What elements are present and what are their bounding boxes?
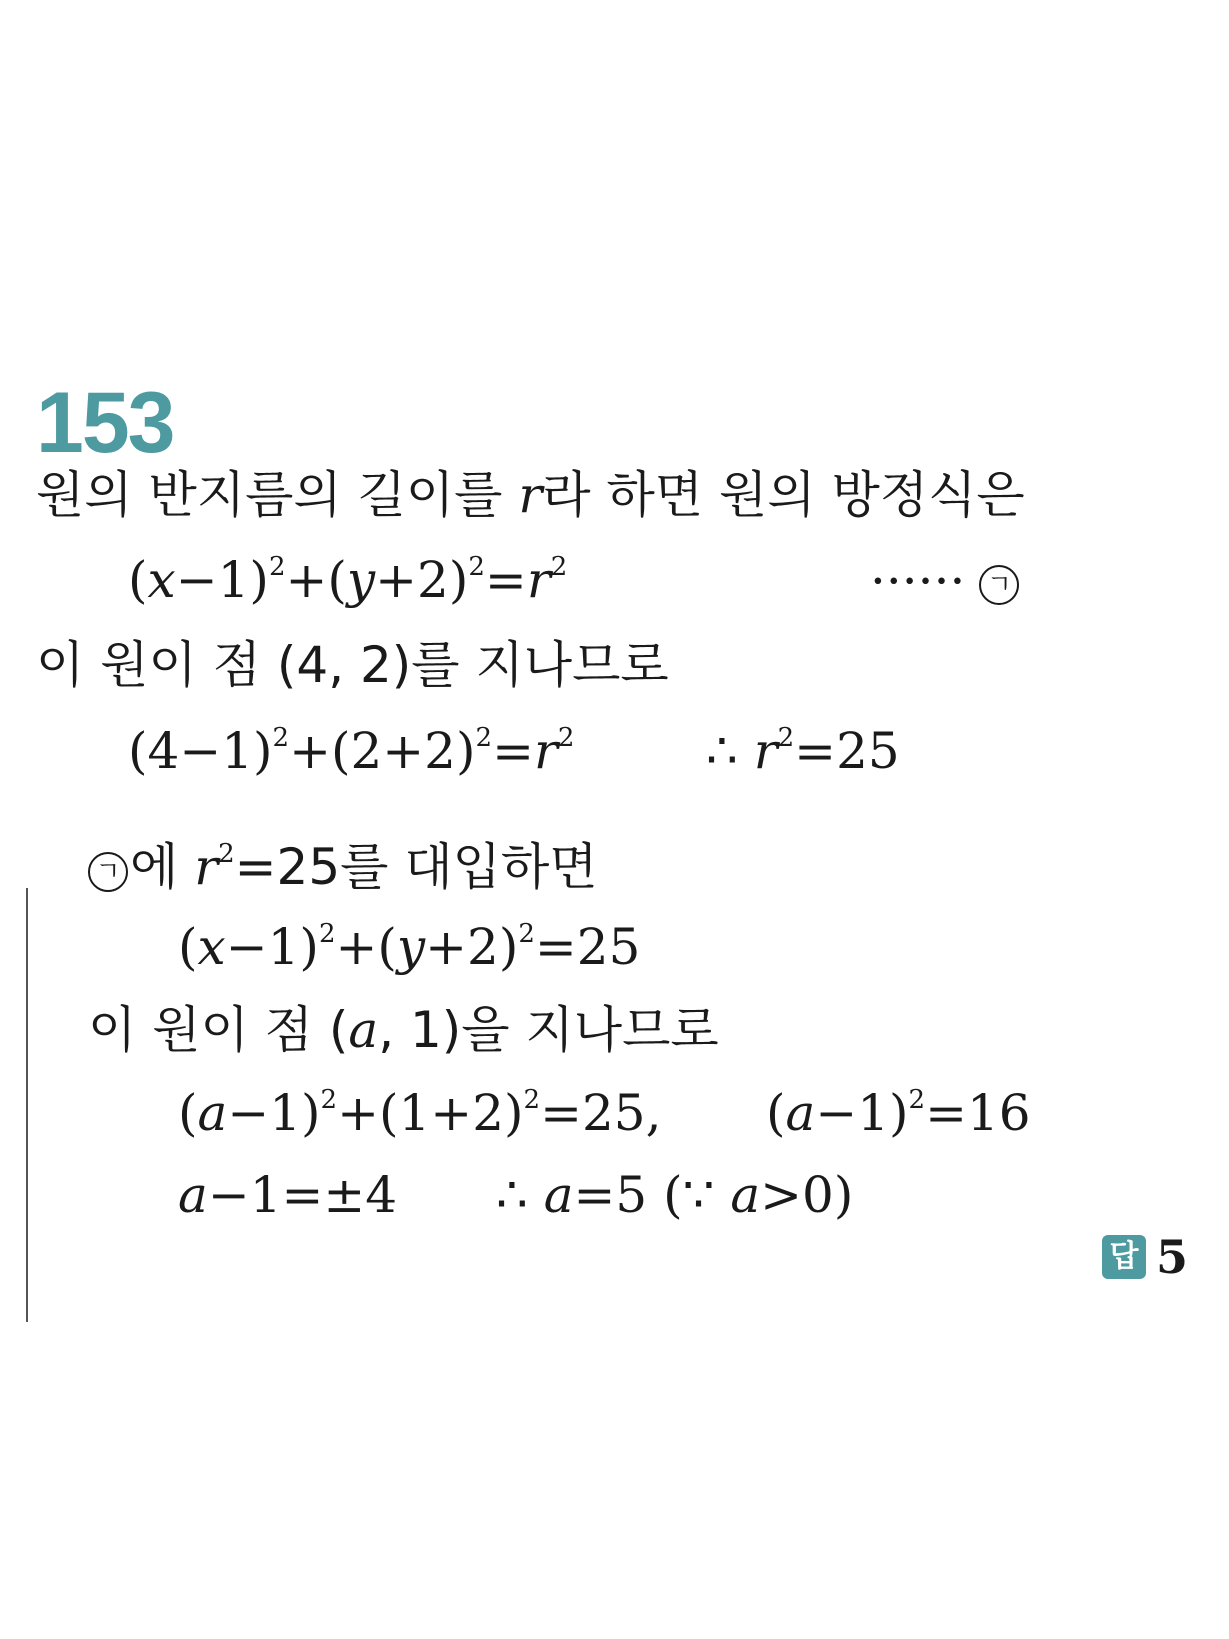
eq-part: (: [178, 918, 198, 976]
equation-label: [870, 552, 1019, 610]
text-part: 이 원이 점 (: [88, 1001, 349, 1059]
eq-part: +2): [375, 551, 469, 609]
exponent: 2: [908, 1085, 926, 1115]
text-part: , 1)을 지나므로: [378, 1001, 719, 1059]
var-r: r: [753, 722, 778, 780]
var-a: a: [178, 1166, 208, 1224]
second-point-line: [88, 1001, 719, 1059]
eq-part: −1): [225, 918, 319, 976]
var-a: a: [543, 1166, 574, 1224]
text-part: 에: [130, 838, 195, 896]
substitute-line: [88, 838, 598, 896]
radius-squared-result: [706, 722, 900, 780]
exponent: 2: [518, 919, 535, 949]
therefore-symbol: ∴: [706, 722, 754, 780]
answer-value: 5: [1156, 1230, 1189, 1284]
eq-part: +2): [425, 918, 519, 976]
exponent: 2: [272, 723, 290, 753]
exponent: 2: [557, 723, 575, 753]
radius-variable: r: [518, 466, 543, 524]
exponent: 2: [268, 552, 286, 582]
circle-equation-general: [128, 551, 568, 609]
exponent: 2: [468, 552, 485, 582]
leader-dots: ······: [870, 552, 966, 610]
exponent: 2: [523, 1085, 541, 1115]
circle-equation-specific: [178, 918, 641, 976]
eq-part: (: [178, 1084, 198, 1142]
var-x: x: [197, 918, 226, 976]
substitution-equation: [128, 722, 575, 780]
eq-part: =: [492, 722, 534, 780]
eq-part: −1): [175, 551, 269, 609]
var-r: r: [533, 722, 558, 780]
circled-label-icon: ㄱ: [88, 852, 128, 892]
eq-part: −1=±4: [207, 1166, 398, 1224]
var-a: a: [730, 1166, 761, 1224]
var-a: a: [785, 1084, 816, 1142]
exponent: 2: [777, 723, 795, 753]
eq-part: =5 (∵: [573, 1166, 731, 1224]
a-solve-equation: [178, 1166, 398, 1224]
eq-part: +(: [285, 551, 347, 609]
exponent: 2: [218, 839, 235, 869]
eq-part: =: [484, 551, 527, 609]
eq-part: (: [128, 551, 148, 609]
eq-part: +(2+2): [289, 722, 476, 780]
var-a: a: [197, 1084, 228, 1142]
eq-part: =16: [925, 1084, 1031, 1142]
exponent: 2: [475, 723, 493, 753]
a-substitution-equation: [178, 1084, 662, 1142]
point-condition-line: 이 원이 점 (4, 2)를 지나므로: [36, 636, 669, 694]
exponent: 2: [318, 919, 336, 949]
exponent: 2: [320, 1085, 338, 1115]
var-y: y: [396, 918, 426, 976]
side-rule: [26, 888, 28, 1322]
therefore-symbol: ∴: [496, 1166, 544, 1224]
text-part: =25를 대입하면: [234, 838, 598, 896]
eq-part: +(1+2): [337, 1084, 524, 1142]
exponent: 2: [550, 552, 568, 582]
var-a: a: [348, 1001, 379, 1059]
problem-number: 153: [36, 375, 174, 471]
eq-part: =25: [794, 722, 900, 780]
eq-part: +(: [335, 918, 397, 976]
var-y: y: [346, 551, 376, 609]
a-final-result: [496, 1166, 854, 1224]
eq-part: =25,: [540, 1084, 662, 1142]
eq-part: >0): [760, 1166, 854, 1224]
answer-box: [1102, 1230, 1189, 1284]
eq-part: =25: [534, 918, 641, 976]
intro-line: [36, 466, 1025, 524]
eq-part: (4−1): [128, 722, 273, 780]
circled-label-icon: ㄱ: [979, 565, 1019, 605]
var-r: r: [194, 838, 219, 896]
eq-part: −1): [227, 1084, 321, 1142]
var-x: x: [147, 551, 176, 609]
eq-part: −1): [815, 1084, 909, 1142]
answer-badge: 답: [1102, 1235, 1146, 1279]
a-squared-result: [766, 1084, 1031, 1142]
var-r: r: [526, 551, 551, 609]
intro-text-post: 라 하면 원의 방정식은: [542, 466, 1025, 524]
intro-text-pre: 원의 반지름의 길이를: [36, 466, 519, 524]
eq-part: (: [766, 1084, 786, 1142]
